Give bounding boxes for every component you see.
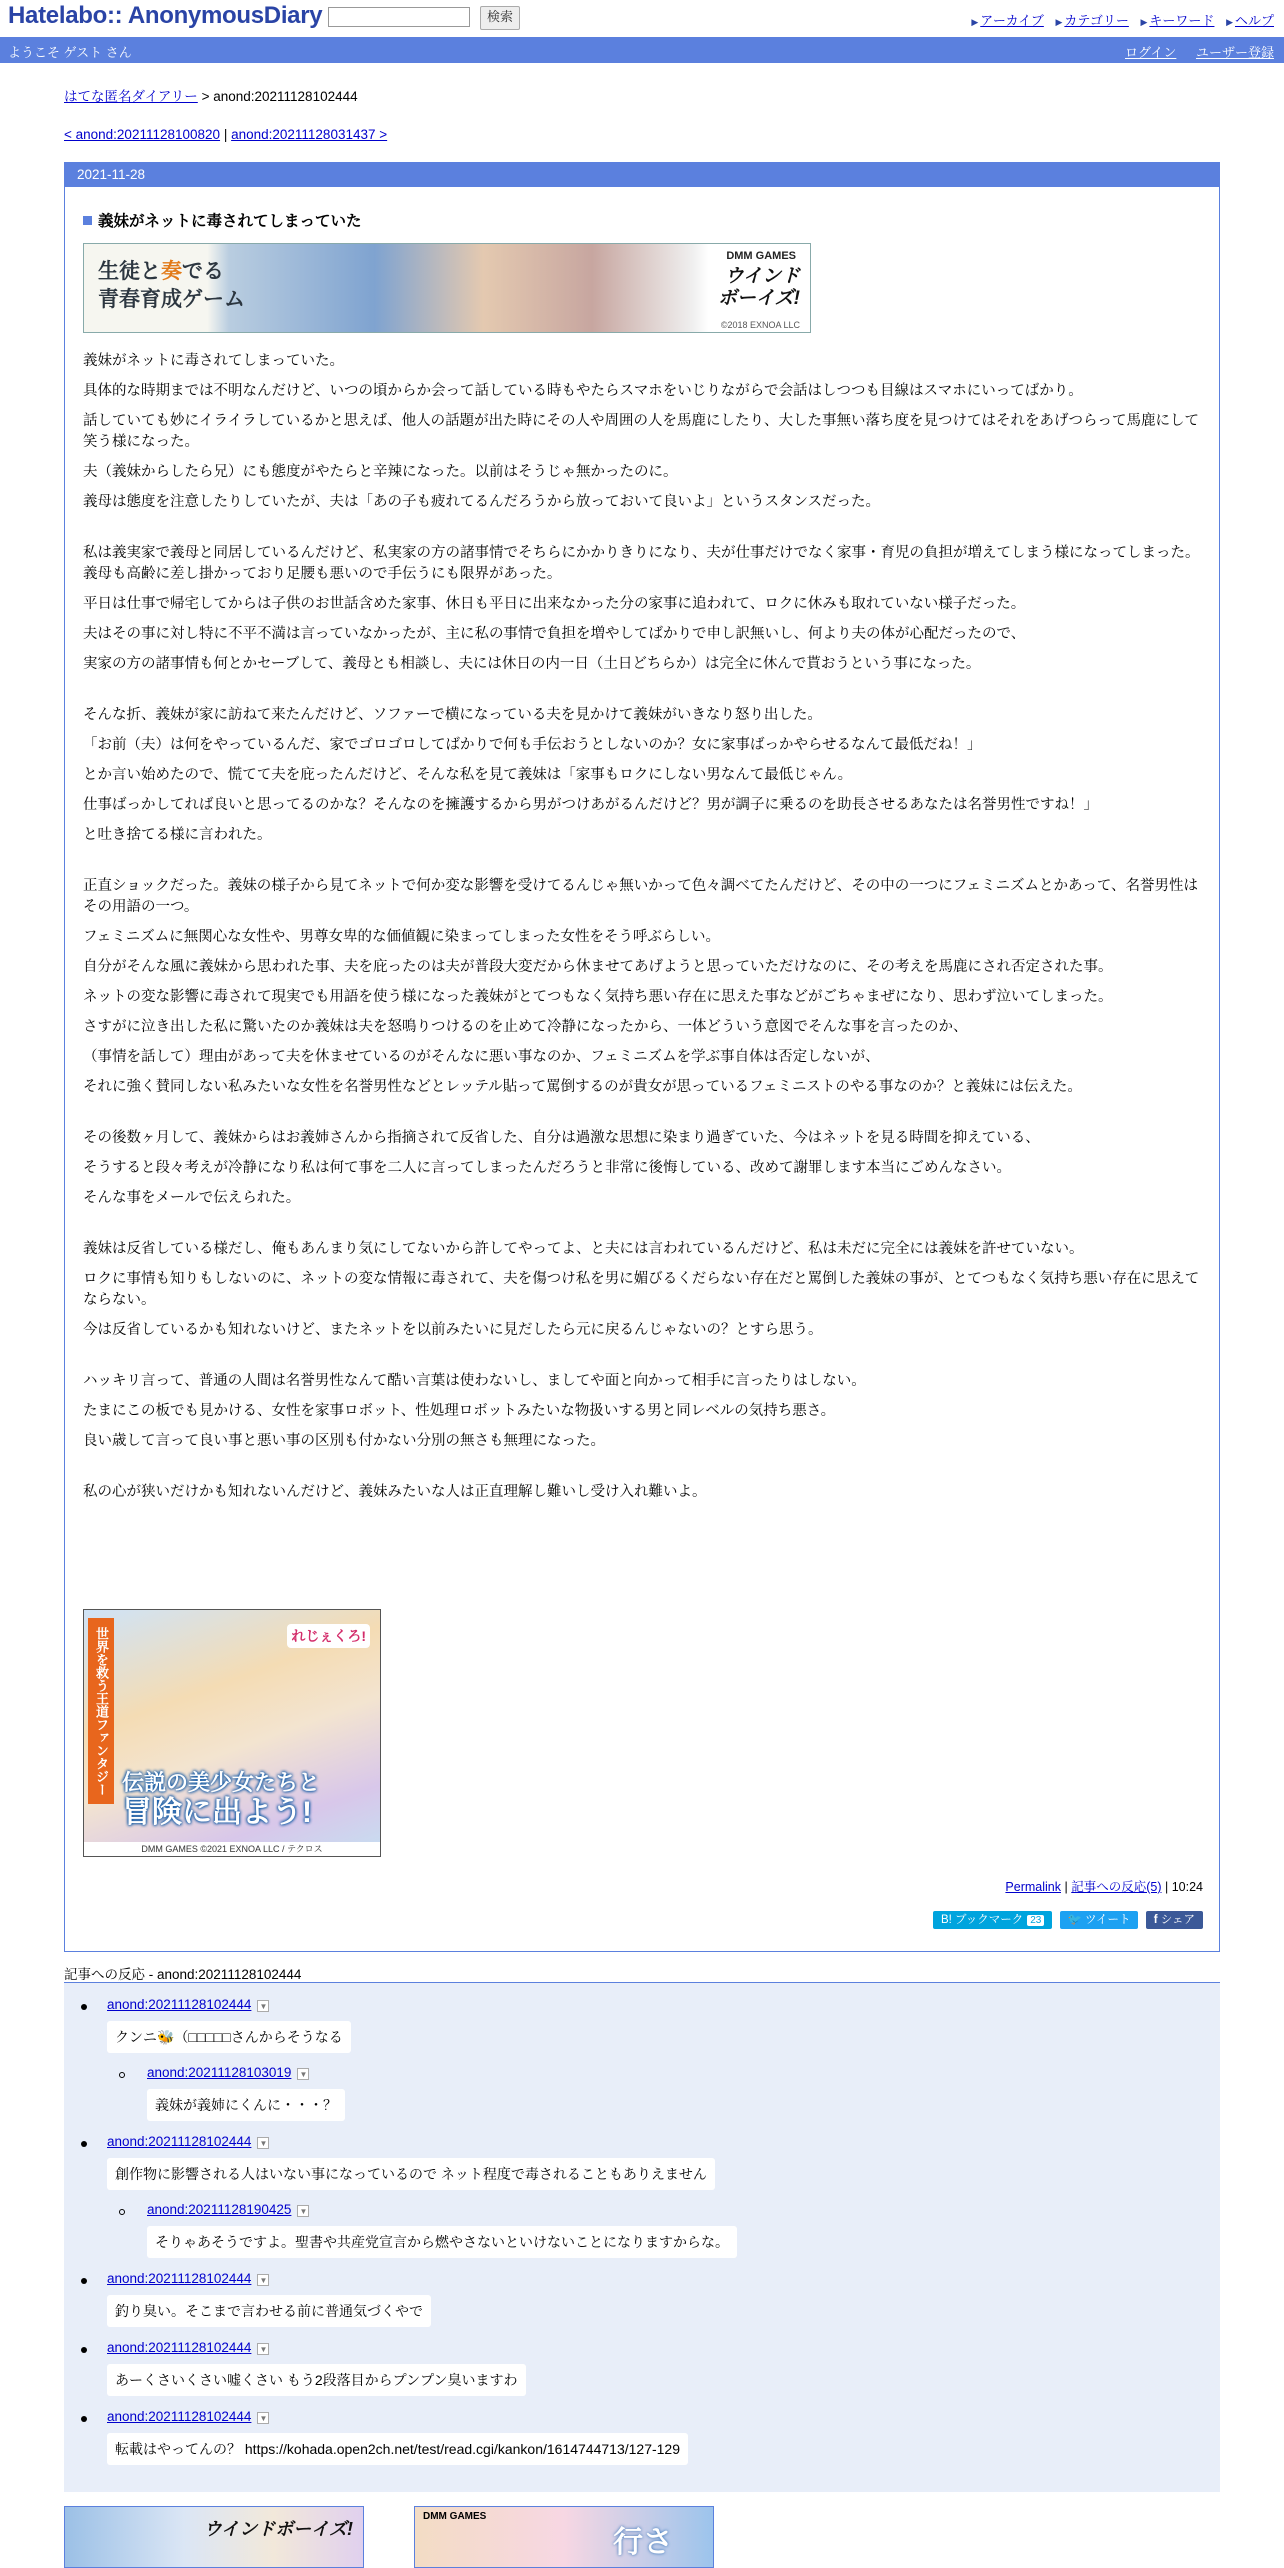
ad-copyright: ©2018 EXNOA LLC — [720, 320, 800, 330]
hatena-bookmark-button[interactable] — [933, 1911, 1052, 1929]
header-nav — [963, 10, 1274, 29]
body-paragraph: 仕事ばっかしてれば良いと思ってるのかな？そんなのを擁護するから男がつけあがるんだけど？男が調子に乗るのを助長させるあなたは名誉男性ですね！」 — [83, 797, 1098, 813]
reactions-link[interactable]: 記事への反応(5) — [1071, 1880, 1162, 1894]
login-link[interactable]: ログイン — [1125, 45, 1177, 60]
facebook-label: シェア — [1160, 1914, 1195, 1926]
nav-category-link[interactable]: カテゴリー — [1064, 13, 1129, 28]
search-input[interactable] — [328, 7, 470, 27]
ad-copy-part: でる — [182, 260, 224, 283]
ad-copy-accent: 奏 — [161, 260, 182, 283]
body-paragraph: 私の心が狭いだけかも知れないんだけど、義妹みたいな人は正直理解し難いし受け入れ難いよ。 — [83, 1484, 707, 1500]
arrow-icon: ▶ — [1140, 17, 1148, 27]
ad-game-logo: ウインドボーイズ! — [203, 2519, 353, 2539]
register-link[interactable]: ユーザー登録 — [1195, 45, 1274, 60]
body-paragraph: そんな折、義妹が家に訪ねて来たんだけど、ソファーで横になっている夫を見かけて義妹がいきなり怒り出した。 — [83, 707, 822, 723]
reaction-item — [147, 2065, 309, 2080]
pager-separator: | — [223, 127, 228, 142]
list-bullet-open — [119, 2072, 125, 2078]
breadcrumb-home-link[interactable]: はてな匿名ダイアリー — [64, 89, 198, 104]
entry-title — [83, 209, 362, 231]
breadcrumb — [64, 85, 358, 105]
welcome-text: ようこそ ゲスト さん — [8, 45, 132, 60]
ad-headline-line2: 冒険に出よう! — [122, 1796, 312, 1829]
site-logo[interactable]: Hatelabo:: AnonymousDiary — [8, 2, 323, 29]
body-paragraph: 良い歳して言って良い事と悪い事の区別も付かない分別の無さも無理になった。 — [83, 1433, 605, 1449]
arrow-icon: ▶ — [971, 17, 979, 27]
body-paragraph: 義母は態度を注意したりしていたが、夫は「あの子も疲れてるんだろうから放っておいて良いよ」というスタンスだった。 — [83, 494, 881, 510]
pager — [64, 127, 387, 142]
reaction-link[interactable]: anond:20211128103019 — [147, 2065, 292, 2080]
list-bullet — [81, 2278, 87, 2284]
diary-entry — [64, 162, 1220, 1952]
paragraph-gap — [83, 1107, 1203, 1128]
reaction-body: 釣り臭い。そこまで言わせる前に普通気づくやで — [107, 2295, 431, 2327]
dropdown-icon[interactable]: ▼ — [257, 2000, 269, 2012]
reaction-link[interactable]: anond:20211128102444 — [107, 2134, 252, 2149]
entry-time: 10:24 — [1171, 1880, 1203, 1894]
arrow-icon: ▶ — [1055, 17, 1063, 27]
ad-banner-bottom-left[interactable] — [64, 2506, 364, 2568]
paragraph-gap — [83, 684, 1203, 705]
nav-help-link[interactable]: ヘルプ — [1234, 13, 1274, 28]
reaction-item — [107, 2271, 269, 2286]
body-paragraph: 「お前（夫）は何をやっているんだ、家でゴロゴロしてばかりで何も手伝おうとしないのか？女に家事ばっかやらせるなんて最低だね！」 — [83, 737, 982, 753]
dropdown-icon[interactable]: ▼ — [297, 2205, 309, 2217]
arrow-icon: ▶ — [1226, 17, 1233, 27]
reaction-item — [107, 2134, 269, 2149]
reaction-body: 転載はやってんの？ https://kohada.open2ch.net/test/read.cgi/kankon/1614744713/127-129 — [107, 2433, 688, 2465]
reaction-item — [107, 1997, 269, 2012]
paragraph-gap — [83, 855, 1203, 876]
reaction-link[interactable]: anond:20211128102444 — [107, 2409, 252, 2424]
reaction-link[interactable]: anond:20211128190425 — [147, 2202, 292, 2217]
ad-banner-mid[interactable] — [83, 1609, 381, 1857]
body-paragraph: 平日は仕事で帰宅してからは子供のお世話含めた家事、休日も平日に出来なかった分の家事に追われて、ロクに休みも取れていない様子だった。 — [83, 596, 1026, 612]
list-bullet-open — [119, 2209, 125, 2215]
body-paragraph: 義妹は反省している様だし、俺もあんまり気にしてないから許してやってよ、と夫には言われているんだけど、私は未だに完全には義妹を許せていない。 — [83, 1241, 1084, 1257]
body-paragraph: ハッキリ言って、普通の人間は名誉男性なんて酷い言葉は使わないし、ましてや面と向かって相手に言ったりはしない。 — [83, 1373, 866, 1389]
breadcrumb-current: anond:20211128102444 — [213, 89, 358, 104]
ad-headline-line1: 伝説の美少女たちと — [122, 1770, 321, 1795]
breadcrumb-separator: > — [201, 89, 210, 104]
ad-banner-top-copy — [98, 258, 245, 314]
reaction-link[interactable]: anond:20211128102444 — [107, 2340, 252, 2355]
body-paragraph: ネットの変な影響に毒されて現実でも用語を使う様になった義妹がとてつもなく気持ち悪い存在に思えた事などがごちゃまぜになり、思わず泣いてしまった。 — [83, 989, 1113, 1005]
entry-footer — [1005, 1877, 1203, 1895]
body-paragraph: 具体的な時期までは不明なんだけど、いつの頃からか会って話している時もやたらスマホをいじりながらで会話はしつつも目線はスマホにいってばかり。 — [83, 383, 1083, 399]
welcome-bar — [0, 37, 1284, 63]
dropdown-icon[interactable]: ▼ — [257, 2137, 269, 2149]
nav-archive-link[interactable]: アーカイブ — [980, 13, 1044, 28]
prev-entry-link[interactable]: < anond:20211128100820 — [64, 127, 221, 142]
ad-brand: DMM GAMES — [726, 250, 796, 262]
body-paragraph: そうすると段々考えが冷静になり私は何て事を二人に言ってしまったんだろうと非常に後悔している、改めて謝罪します本当にごめんなさい。 — [83, 1160, 1011, 1176]
ad-logo-line1: ウインド — [724, 266, 800, 287]
paragraph-gap — [83, 1461, 1203, 1482]
body-paragraph: とか言い始めたので、慌てて夫を庇ったんだけど、そんな私を見て義妹は「家事もロクにしない男なんて最低じゃん。 — [83, 767, 853, 783]
ad-vertical-text: 世界を救う王道ファンタジー — [88, 1618, 114, 1804]
facebook-icon: f — [1153, 1914, 1161, 1926]
body-paragraph: フェミニズムに無関心な女性や、男尊女卑的な価値観に染まってしまった女性をそう呼ぶらしい。 — [83, 929, 720, 945]
paragraph-gap — [83, 1350, 1203, 1371]
body-paragraph: そんな事をメールで伝えられた。 — [83, 1190, 301, 1206]
ad-game-logo: れじぇくろ! — [287, 1624, 370, 1648]
reaction-link[interactable]: anond:20211128102444 — [107, 2271, 252, 2286]
body-paragraph: 夫はその事に対し特に不平不満は言っていなかったが、主に私の事情で負担を増やしてばかりで申し訳無いし、何より夫の体が心配だったので、 — [83, 626, 1026, 642]
bookmark-count: 23 — [1027, 1915, 1044, 1926]
body-paragraph: 義妹がネットに毒されてしまっていた。 — [83, 353, 344, 369]
search-button[interactable]: 検索 — [480, 6, 520, 30]
list-bullet — [81, 2416, 87, 2422]
site-header — [0, 0, 1284, 36]
reaction-body: 義妹が義姉にくんに・・・？ — [147, 2089, 345, 2121]
reaction-body: そりゃあそうですよ。聖書や共産党宣言から燃やさないといけないことになりますからな。 — [147, 2226, 737, 2258]
bookmark-label: B! ブックマーク — [940, 1914, 1024, 1926]
reaction-body: あーくさいくさい嘘くさい もう2段落目からプンプン臭いますわ — [107, 2364, 526, 2396]
body-paragraph: 自分がそんな風に義妹から思われた事、夫を庇ったのは夫が普段大変だから休ませてあげようと思っていただけなのに、その考えを馬鹿にされ否定された事。 — [83, 959, 1113, 975]
title-square-icon — [83, 216, 92, 225]
dropdown-icon[interactable]: ▼ — [257, 2274, 269, 2286]
ad-logo-line2: ボーイズ! — [717, 288, 800, 309]
entry-title-text: 義妹がネットに毒されてしまっていた — [98, 213, 362, 230]
paragraph-gap — [83, 1218, 1203, 1239]
permalink-link[interactable]: Permalink — [1005, 1880, 1061, 1894]
ad-copy-line2: 青春育成ゲーム — [98, 288, 245, 311]
body-paragraph: 正直ショックだった。義妹の様子から見てネットで何か変な影響を受けてるんじゃ無いかって色々調べてたんだけど、その中の一つにフェミニズムとかあって、名誉男性はその用語の一つ。 — [83, 878, 1199, 915]
tweet-label: ツイート — [1085, 1914, 1131, 1926]
twitter-bird-icon: 🐦 — [1067, 1914, 1086, 1926]
entry-date: 2021-11-28 — [65, 163, 1219, 187]
body-paragraph: さすがに泣き出した私に驚いたのか義妹は夫を怒鳴りつけるのを止めて冷静になったから、一体どういう意図でそんな事を言ったのか、 — [83, 1019, 968, 1035]
footer-sep: | — [1064, 1880, 1068, 1894]
ad-footer: DMM GAMES ©2021 EXNOA LLC / テクロス — [84, 1842, 380, 1856]
ad-headline — [122, 1768, 320, 1830]
facebook-share-button[interactable] — [1146, 1911, 1203, 1929]
list-bullet — [81, 2004, 87, 2010]
ad-copy-part: 生徒と — [98, 260, 161, 283]
reaction-link[interactable]: anond:20211128102444 — [107, 1997, 252, 2012]
ad-banner-top[interactable] — [83, 243, 811, 333]
body-paragraph: その後数ヶ月して、義妹からはお義姉さんから指摘されて反省した、自分は過激な思想に染まり過ぎていた、今はネットを見る時間を抑えている、 — [83, 1130, 1040, 1146]
body-paragraph: たまにこの板でも見かける、女性を家事ロボット、性処理ロボットみたいな物扱いする男と同レベルの気持ち悪さ。 — [83, 1403, 836, 1419]
body-paragraph: と吐き捨てる様に言われた。 — [83, 827, 272, 843]
reaction-body: 創作物に影響される人はいない事になっているので ネット程度で毒されることもありえません — [107, 2158, 715, 2190]
tweet-button[interactable] — [1060, 1911, 1139, 1929]
reaction-item — [147, 2202, 309, 2217]
body-paragraph: （事情を話して）理由があって夫を休ませているのがそんなに悪い事なのか、フェミニズムを学ぶ事自体は否定しないが、 — [83, 1049, 880, 1065]
reaction-body: クンニ🐝（□□□□□さんからそうなる — [107, 2021, 351, 2053]
body-paragraph: ロクに事情も知りもしないのに、ネットの変な情報に毒されて、夫を傷つけ私を男に媚びるくだらない存在だと罵倒した義妹の事が、とてつもなく気持ち悪い存在に思えてならない。 — [83, 1271, 1200, 1308]
dropdown-icon[interactable]: ▼ — [257, 2412, 269, 2424]
footer-sep: | — [1164, 1880, 1169, 1894]
next-entry-link[interactable]: anond:20211128031437 > — [231, 127, 388, 142]
dropdown-icon[interactable]: ▼ — [297, 2068, 309, 2080]
paragraph-gap — [83, 522, 1203, 543]
list-bullet — [81, 2141, 87, 2147]
dropdown-icon[interactable]: ▼ — [257, 2343, 269, 2355]
reaction-item — [107, 2340, 269, 2355]
ad-headline: 行さ — [613, 2526, 673, 2559]
nav-keyword-link[interactable]: キーワード — [1149, 13, 1215, 28]
entry-body — [83, 351, 1203, 1512]
ad-banner-bottom-right[interactable] — [414, 2506, 714, 2568]
share-buttons — [929, 1911, 1203, 1929]
list-bullet — [81, 2347, 87, 2353]
ad-game-logo — [718, 266, 800, 310]
reactions-panel — [64, 1982, 1220, 2492]
body-paragraph: 話していても妙にイライラしているかと思えば、他人の話題が出た時にその人や周囲の人を馬鹿にしたり、大した事無い落ち度を見つけてはそれをあげつらって馬鹿にして笑う様になった。 — [83, 413, 1200, 450]
body-paragraph: 今は反省しているかも知れないけど、またネットを以前みたいに見だしたら元に戻るんじゃないの？とすら思う。 — [83, 1322, 823, 1338]
ad-brand: DMM GAMES — [423, 2511, 487, 2522]
body-paragraph: 私は義実家で義母と同居しているんだけど、私実家の方の諸事情でそちらにかかりきりになり、夫が仕事だけでなく家事・育児の負担が増えてしまう様になってしまった。義母も高齢に差し掛かっており足腰も悪いので手伝うにも限界があった。 — [83, 545, 1200, 582]
reactions-title: 記事への反応 - anond:20211128102444 — [64, 1967, 302, 1982]
body-paragraph: 実家の方の諸事情も何とかセーブして、義母とも相談し、夫には休日の内一日（土日どちらか）は完全に休んで貰おうという事になった。 — [83, 656, 981, 672]
body-paragraph: 夫（義妹からしたら兄）にも態度がやたらと辛辣になった。以前はそうじゃ無かったのに。 — [83, 464, 678, 480]
reaction-item — [107, 2409, 269, 2424]
body-paragraph: それに強く賛同しない私みたいな女性を名誉男性などとレッテル貼って罵倒するのが貴女が思っているフェミニストのやる事なのか？と義妹には伝えた。 — [83, 1079, 1082, 1095]
